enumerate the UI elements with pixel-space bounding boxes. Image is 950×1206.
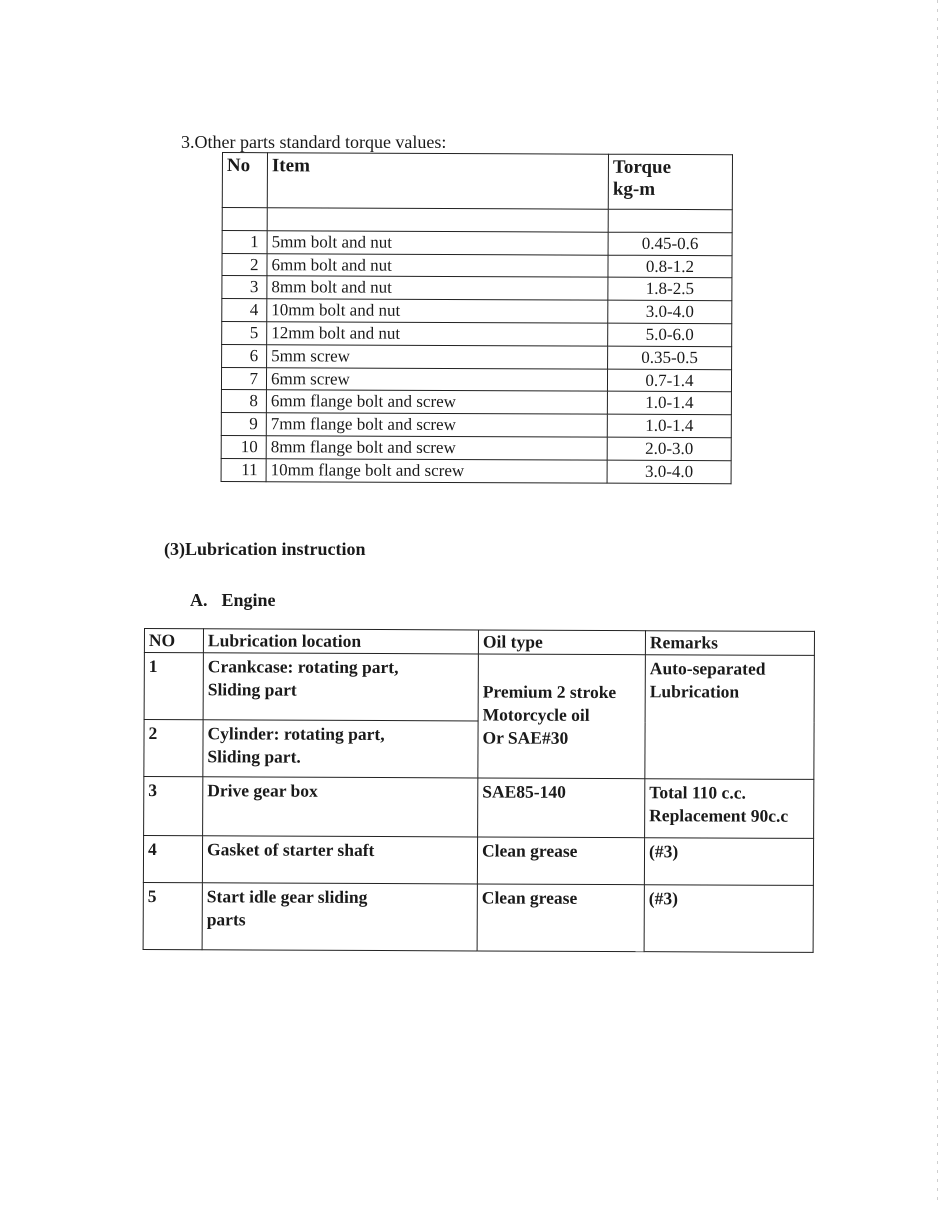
table-row (222, 321, 732, 346)
lub-oil: SAE85-140 (478, 778, 645, 838)
lub-location-line2: parts (206, 909, 246, 930)
torque-no: 4 (222, 299, 267, 322)
table-row (221, 367, 731, 392)
torque-value: 3.0-4.0 (608, 300, 732, 323)
torque-value: 0.45-0.6 (608, 232, 732, 255)
torque-table-spacer (222, 208, 732, 233)
torque-value: 1.0-1.4 (607, 414, 731, 437)
torque-no: 11 (221, 458, 266, 481)
torque-col-torque-line1: Torque (612, 156, 672, 178)
scan-margin-marks (937, 0, 938, 1206)
torque-no: 1 (222, 230, 267, 253)
torque-value: 2.0-3.0 (607, 437, 731, 460)
table-row (222, 253, 732, 278)
torque-col-no: No (222, 153, 267, 208)
torque-item: 7mm flange bolt and screw (266, 413, 607, 437)
torque-value: 1.0-1.4 (607, 392, 731, 415)
torque-no: 9 (221, 413, 266, 436)
table-row (222, 276, 732, 301)
lub-oil-merged (478, 654, 646, 779)
lub-no: 4 (143, 836, 202, 883)
torque-col-torque (608, 154, 732, 210)
torque-no: 6 (222, 344, 267, 367)
lub-oil: Clean grease (477, 884, 644, 952)
lub-col-oil-type: Oil type (478, 630, 645, 655)
torque-no: 2 (222, 253, 267, 276)
lub-remarks: (#3) (644, 838, 813, 886)
table-row (222, 299, 732, 324)
lub-location-line1: Crankcase: rotating part, (207, 656, 399, 678)
torque-item: 6mm flange bolt and screw (266, 390, 607, 414)
lub-remarks-merged (645, 655, 815, 780)
lub-remarks-line2: Lubrication (649, 681, 740, 702)
table-row (221, 435, 731, 460)
table-row (221, 390, 731, 415)
lub-col-location: Lubrication location (203, 629, 478, 654)
torque-item: 6mm screw (266, 367, 607, 391)
lubrication-section-heading: (3)Lubrication instruction (164, 539, 366, 559)
lub-no: 3 (144, 777, 203, 836)
table-row (221, 458, 731, 483)
lub-location-line2: Sliding part (207, 679, 297, 700)
lub-location: Gasket of starter shaft (202, 836, 477, 884)
lub-remarks-line1: Total 110 c.c. (649, 782, 746, 803)
table-row (144, 777, 814, 839)
table-row (143, 882, 813, 952)
torque-value: 0.35-0.5 (608, 346, 732, 369)
lub-location-line1: Start idle gear sliding (206, 886, 368, 907)
table-row (222, 344, 732, 369)
torque-value: 1.8-2.5 (608, 278, 732, 301)
torque-value: 3.0-4.0 (607, 460, 731, 483)
torque-table-header (222, 153, 732, 210)
lub-location (203, 720, 478, 778)
torque-value: 0.8-1.2 (608, 255, 732, 278)
torque-item: 10mm bolt and nut (267, 299, 608, 323)
torque-item: 8mm bolt and nut (267, 276, 608, 300)
torque-no: 10 (221, 435, 266, 458)
lub-location (202, 883, 477, 951)
lub-remarks-line2: Replacement 90c.c (649, 805, 789, 826)
lub-no: 5 (143, 882, 202, 949)
lub-remarks-line1: Auto-separated (649, 658, 766, 679)
lub-col-remarks: Remarks (645, 631, 814, 656)
lubrication-table-header (144, 629, 814, 656)
lub-no: 1 (144, 653, 203, 720)
table-row (221, 413, 731, 438)
table-row (222, 230, 732, 255)
torque-value: 5.0-6.0 (608, 323, 732, 346)
torque-item: 8mm flange bolt and screw (266, 436, 607, 460)
engine-subheading-letter: A. (190, 590, 208, 610)
torque-section-heading: 3.Other parts standard torque values: (181, 132, 447, 152)
lub-oil-line2: Motorcycle oil (482, 704, 590, 725)
torque-item: 10mm flange bolt and screw (266, 458, 607, 482)
lub-location-line1: Cylinder: rotating part, (207, 723, 385, 745)
lub-col-no: NO (144, 629, 203, 653)
torque-no: 5 (222, 321, 267, 344)
torque-item: 12mm bolt and nut (267, 322, 608, 346)
torque-item: 6mm bolt and nut (267, 253, 608, 277)
lub-location-line2: Sliding part. (207, 746, 301, 767)
lub-oil: Clean grease (477, 837, 644, 885)
torque-no: 7 (221, 367, 266, 390)
torque-col-item: Item (267, 153, 608, 209)
torque-item: 5mm bolt and nut (267, 230, 608, 254)
torque-col-torque-line2: kg-m (612, 178, 656, 200)
torque-table (221, 152, 733, 484)
lub-oil-line1: Premium 2 stroke (482, 681, 617, 703)
torque-no: 3 (222, 276, 267, 299)
lubrication-table (143, 628, 815, 953)
torque-no: 8 (221, 390, 266, 413)
engine-subheading-text: Engine (221, 590, 276, 610)
torque-value: 0.7-1.4 (607, 369, 731, 392)
lub-location: Drive gear box (203, 777, 478, 837)
table-row (144, 653, 814, 723)
lub-location (203, 653, 478, 721)
torque-item: 5mm screw (267, 344, 608, 368)
engine-subheading (190, 590, 276, 611)
lub-remarks (645, 779, 814, 839)
lub-no: 2 (144, 720, 203, 777)
table-row (143, 836, 813, 886)
lub-oil-line3: Or SAE#30 (482, 727, 569, 748)
lub-remarks: (#3) (644, 885, 813, 953)
